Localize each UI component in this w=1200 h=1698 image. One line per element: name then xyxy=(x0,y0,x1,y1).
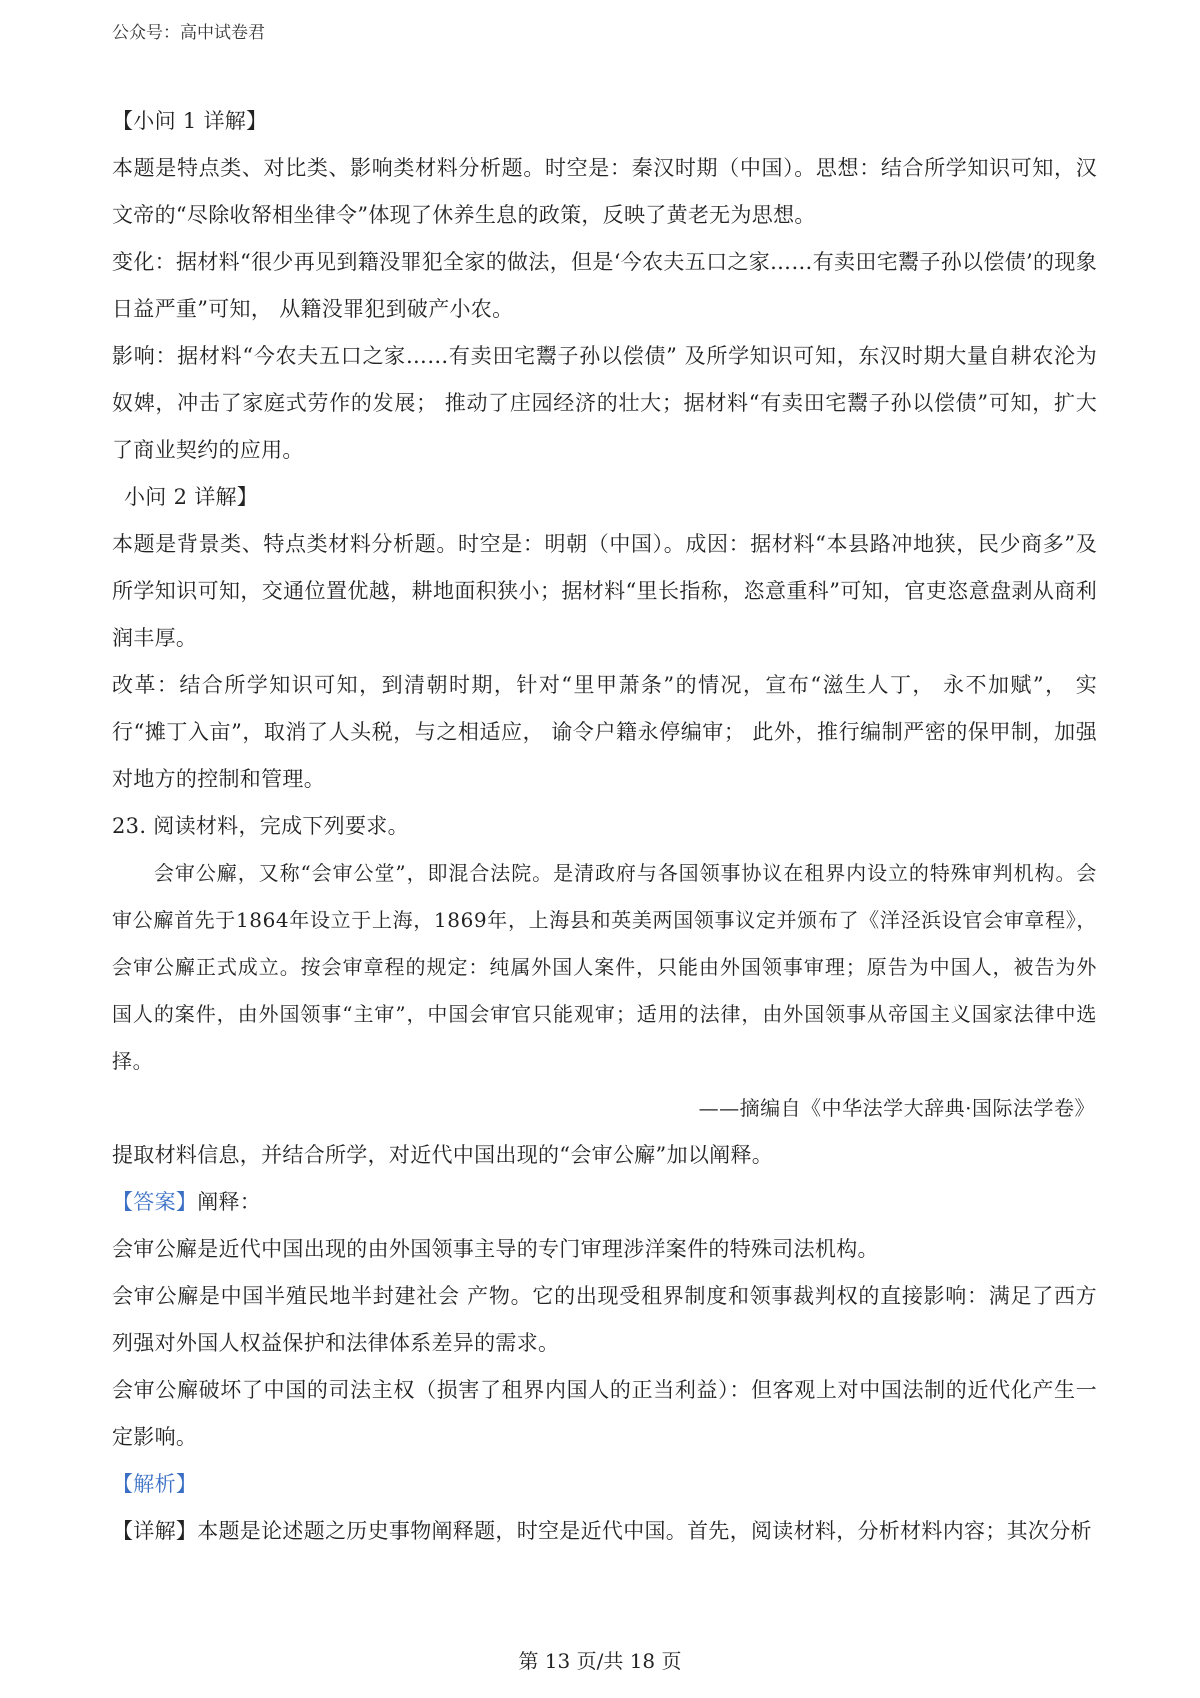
analysis-tag: 【解析】 xyxy=(112,1472,198,1496)
detail-tag: 【详解】 xyxy=(112,1519,198,1543)
q1-paragraph-1: 本题是特点类、对比类、影响类材料分析题。时空是：秦汉时期（中国）。思想：结合所学知识可知，汉文帝的“尽除收帑相坐律令”体现了休养生息的政策，反映了黄老无为思想。 xyxy=(112,156,1097,227)
question-23-prompt: 提取材料信息，并结合所学，对近代中国出现的“会审公廨”加以阐释。 xyxy=(112,1143,774,1167)
q1-paragraph-3: 影响：据材料“今农夫五口之家……有卖田宅鬻子孙以偿债” 及所学知识可知，东汉时期大量自耕农沦为奴婢，冲击了家庭式劳作的发展； 推动了庄园经济的壮大；据材料“有卖田宅鬻子孙以偿债”可知，扩大了商业契约的应用。 xyxy=(112,344,1097,462)
q2-paragraph-1: 本题是背景类、特点类材料分析题。时空是：明朝（中国）。成因：据材料“本县路冲地狭，民少商多”及所学知识可知，交通位置优越，耕地面积狭小；据材料“里长指称，恣意重科”可知，官吏恣意盘剥从商利润丰厚。 xyxy=(112,532,1097,650)
answer-point-3: 会审公廨破坏了中国的司法主权（损害了租界内国人的正当利益）：但客观上对中国法制的近代化产生一定影响。 xyxy=(112,1378,1097,1449)
analysis-heading xyxy=(112,1461,1097,1508)
answer-point-1: 会审公廨是近代中国出现的由外国领事主导的专门审理涉洋案件的特殊司法机构。 xyxy=(112,1237,879,1261)
q2-paragraph-2: 改革：结合所学知识可知，到清朝时期，针对“里甲萧条”的情况，宣布“滋生人丁， 永不加赋”， 实行“摊丁入亩”，取消了人头税，与之相适应， 谕令户籍永停编审； 此外，推行编制严密的保甲制，加强对地方的控制和管理。 xyxy=(112,673,1097,791)
q1-paragraph-2: 变化：据材料“很少再见到籍没罪犯全家的做法，但是‘今农夫五口之家……有卖田宅鬻子孙以偿债’的现象日益严重”可知， 从籍没罪犯到破产小农。 xyxy=(112,250,1097,321)
detail-text: 本题是论述题之历史事物阐释题，时空是近代中国。首先，阅读材料，分析材料内容；其次分析 xyxy=(197,1519,1092,1543)
material-source: ——摘编自《中华法学大辞典·国际法学卷》 xyxy=(698,1096,1095,1120)
answer-point-2: 会审公廨是中国半殖民地半封建社会 产物。它的出现受租界制度和领事裁判权的直接影响：满足了西方列强对外国人权益保护和法律体系差异的需求。 xyxy=(112,1284,1097,1355)
page-footer: 第 13 页/共 18 页 xyxy=(518,1649,682,1673)
document-body xyxy=(112,98,1097,1555)
question-23-stem: 23. 阅读材料，完成下列要求。 xyxy=(112,814,409,838)
answer-tag: 【答案】 xyxy=(112,1190,198,1214)
q1-title: 【小问 1 详解】 xyxy=(112,109,268,133)
q2-title: 小问 2 详解】 xyxy=(124,485,259,509)
detail-paragraph xyxy=(112,1508,1097,1555)
answer-lead: 阐释： xyxy=(197,1190,262,1214)
answer-heading xyxy=(112,1179,1097,1226)
page-header: 公众号：高中试卷君 xyxy=(112,23,265,43)
question-23-material: 会审公廨，又称“会审公堂”，即混合法院。是清政府与各国领事协议在租界内设立的特殊审判机构。会审公廨首先于1864年设立于上海，1869年，上海县和英美两国领事议定并颁布了《洋泾浜设官会审章程》，会审公廨正式成立。按会审章程的规定：纯属外国人案件，只能由外国领事审理；原告为中国人，被告为外国人的案件，由外国领事“主审”，中国会审官只能观审；适用的法律，由外国领事从帝国主义国家法律中选择。 xyxy=(112,861,1097,1073)
